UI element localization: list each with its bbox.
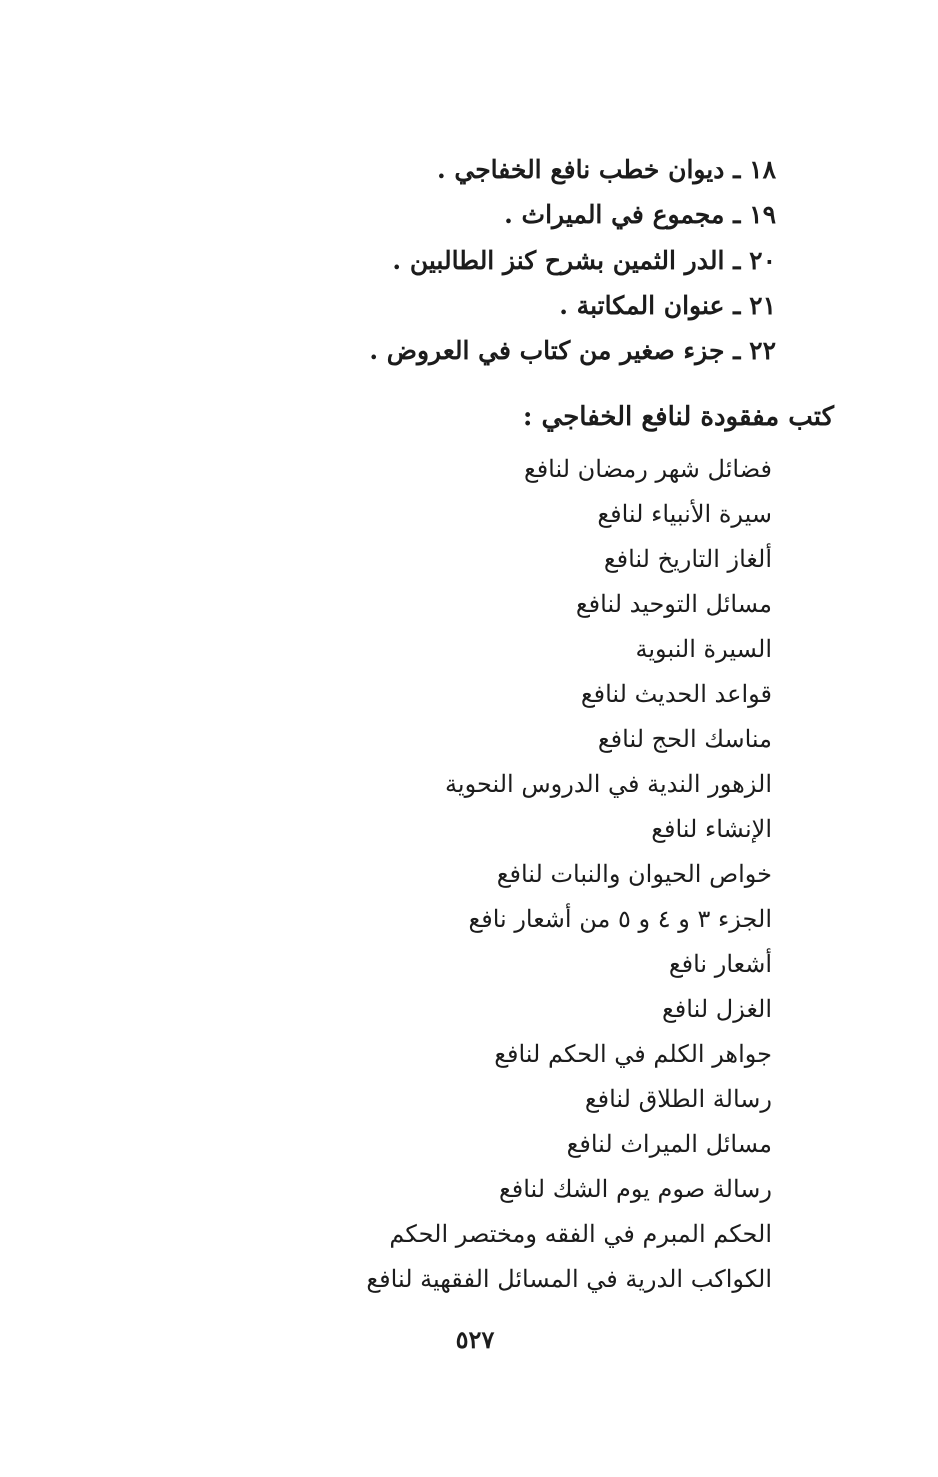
- list-item: جواهر الكلم في الحكم لنافع: [494, 1040, 772, 1068]
- item-number: ١٨: [749, 155, 776, 184]
- list-item: قواعد الحديث لنافع: [580, 680, 772, 708]
- numbered-item: [559, 289, 776, 323]
- list-item: فضائل شهر رمضان لنافع: [523, 455, 772, 483]
- list-item: مسائل الميراث لنافع: [566, 1130, 772, 1158]
- item-title: جزء صغير من كتاب في العروض .: [369, 336, 725, 365]
- item-number: ٢٠: [749, 246, 776, 275]
- item-number: ١٩: [749, 200, 776, 229]
- numbered-item: [504, 198, 776, 232]
- list-item: الحكم المبرم في الفقه ومختصر الحكم: [389, 1220, 772, 1248]
- list-item: الغزل لنافع: [662, 995, 772, 1023]
- item-title: عنوان المكاتبة .: [559, 291, 725, 320]
- item-title: مجموع في الميراث .: [504, 200, 725, 229]
- list-item: الجزء ٣ و ٤ و ٥ من أشعار نافع: [468, 905, 772, 933]
- list-item: أشعار نافع: [668, 950, 772, 978]
- list-item: سيرة الأنبياء لنافع: [597, 500, 772, 528]
- item-separator: ـ: [724, 155, 750, 184]
- item-number: ٢١: [749, 291, 776, 320]
- section-heading: كتب مفقودة لنافع الخفاجي :: [522, 402, 834, 432]
- item-separator: ـ: [724, 200, 750, 229]
- list-item: خواص الحيوان والنبات لنافع: [496, 860, 772, 888]
- item-separator: ـ: [724, 336, 750, 365]
- numbered-item: [392, 244, 776, 278]
- item-separator: ـ: [724, 291, 750, 320]
- list-item: الزهور الندية في الدروس النحوية: [445, 770, 772, 798]
- list-item: مناسك الحج لنافع: [597, 725, 772, 753]
- item-title: ديوان خطب نافع الخفاجي .: [436, 155, 725, 184]
- list-item: رسالة صوم يوم الشك لنافع: [498, 1175, 772, 1203]
- page-number: ٥٢٧: [455, 1325, 495, 1354]
- list-item: مسائل التوحيد لنافع: [575, 590, 772, 618]
- numbered-item: [437, 153, 776, 187]
- item-separator: ـ: [724, 246, 750, 275]
- item-number: ٢٢: [749, 336, 776, 365]
- lost-books-list: [366, 452, 772, 1307]
- list-item: ألغاز التاريخ لنافع: [603, 545, 772, 573]
- list-item: الإنشاء لنافع: [651, 815, 772, 843]
- list-item: السيرة النبوية: [635, 635, 772, 663]
- list-item: الكواكب الدرية في المسائل الفقهية لنافع: [366, 1265, 772, 1293]
- numbered-item: [369, 334, 776, 368]
- item-title: الدر الثمين بشرح كنز الطالبين .: [392, 246, 725, 275]
- list-item: رسالة الطلاق لنافع: [584, 1085, 772, 1113]
